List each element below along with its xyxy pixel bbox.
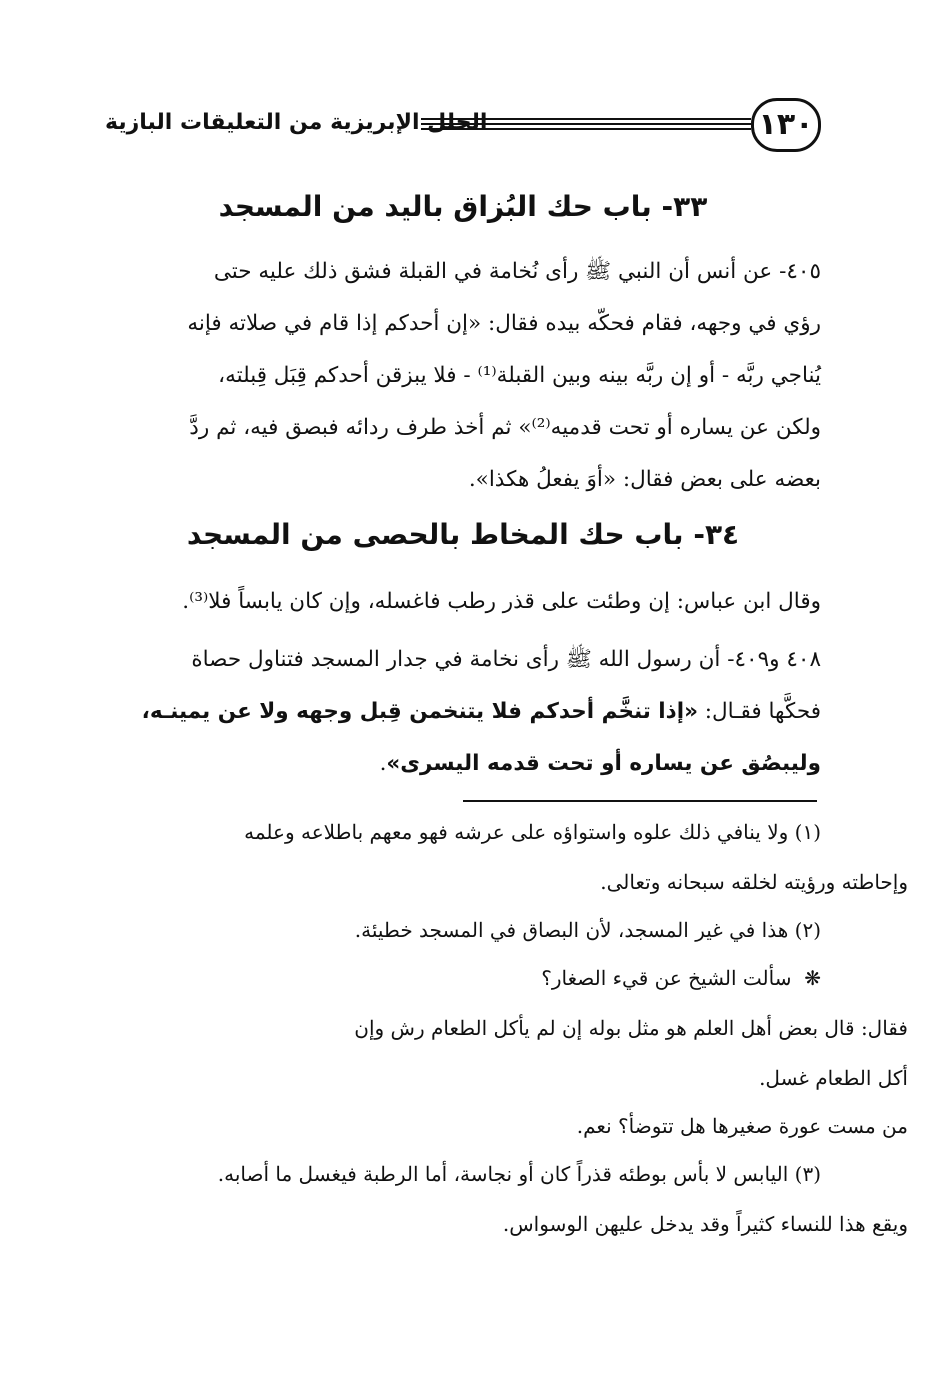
answer-line: فقال: قال بعض أهل العلم هو مثل بوله إن لم يأكل الطعام رش وإن — [354, 1016, 908, 1040]
chapter-heading: ٣٤- باب حك المخاط بالحصى من المسجد — [186, 518, 740, 551]
text-line: ٤٠٨ و٤٠٩- أن رسول الله ﷺ رأى نخامة في جدار المسجد فتناول حصاة — [191, 647, 821, 672]
question-line — [105, 966, 821, 990]
text-line: بعضه على بعض فقال: «أوَ يفعلُ هكذا». — [468, 467, 821, 492]
text-line: ولكن عن يساره أو تحت قدميه⁽²⁾» ثم أخذ طرف ردائه فبصق فيه، ثم ردَّ — [189, 415, 821, 440]
text-line: رؤي في وجهه، فقام فحكّه بيده فقال: «إن أحدكم إذا قام في صلاته فإنه — [187, 311, 821, 336]
hadith-quote: «إذا تنخَّم أحدكم فلا يتنخمن قِبل وجهه ولا عن يمينـه، — [141, 699, 698, 724]
hadith-quote: وليبصُق عن يساره أو تحت قدمه اليسرى» — [386, 751, 821, 776]
asterism-icon: ❋ — [804, 966, 821, 990]
text-segment: فحكَّها فقـال: — [697, 699, 821, 724]
text-segment: . — [379, 751, 387, 776]
text-line — [105, 686, 821, 738]
text-line — [105, 738, 821, 790]
text-line: وقال ابن عباس: إن وطئت على قذر رطب فاغسله، وإن كان يابساً فلا⁽³⁾. — [182, 589, 821, 614]
chapter-heading: ٣٣- باب حك البُزاق باليد من المسجد — [218, 190, 708, 223]
hadith-405-paragraph — [105, 246, 821, 506]
answer-line: أكل الطعام غسل. — [759, 1066, 908, 1090]
page-number: ١٣٠ — [751, 98, 821, 152]
running-title: الحلل الإبريزية من التعليقات البازية — [105, 110, 488, 135]
question-line-2: من مست عورة صغيرها هل تتوضأ؟ نعم. — [576, 1114, 908, 1138]
ibn-abbas-statement — [105, 576, 821, 628]
footnote-2: (٢) هذا في غير المسجد، لأن البصاق في المسجد خطيئة. — [354, 918, 821, 942]
page-header — [105, 98, 821, 160]
hadith-408-paragraph — [105, 634, 821, 790]
footnote-separator — [463, 800, 817, 802]
footnote-3: (٣) اليابس لا بأس بوطئه قذراً كان أو نجاسة، أما الرطبة فيغسل ما أصابه. — [217, 1162, 821, 1186]
question-text: سألت الشيخ عن قيء الصغار؟ — [541, 966, 792, 990]
footnote-1-continued: وإحاطته ورؤيته لخلقه سبحانه وتعالى. — [600, 870, 908, 894]
text-line: ٤٠٥- عن أنس أن النبي ﷺ رأى نُخامة في القبلة فشق ذلك عليه حتى — [213, 259, 821, 284]
text-line: يُناجي ربَّه - أو إن ربَّه بينه وبين القبلة⁽¹⁾ - فلا يبزقن أحدكم قِبَل قِبلته، — [218, 363, 821, 388]
footnote-1: (١) ولا ينافي ذلك علوه واستواؤه على عرشه فهو معهم باطلاعه وعلمه — [244, 820, 821, 844]
footnote-3-continued: ويقع هذا للنساء كثيراً وقد يدخل عليهن الوسواس. — [502, 1212, 908, 1236]
